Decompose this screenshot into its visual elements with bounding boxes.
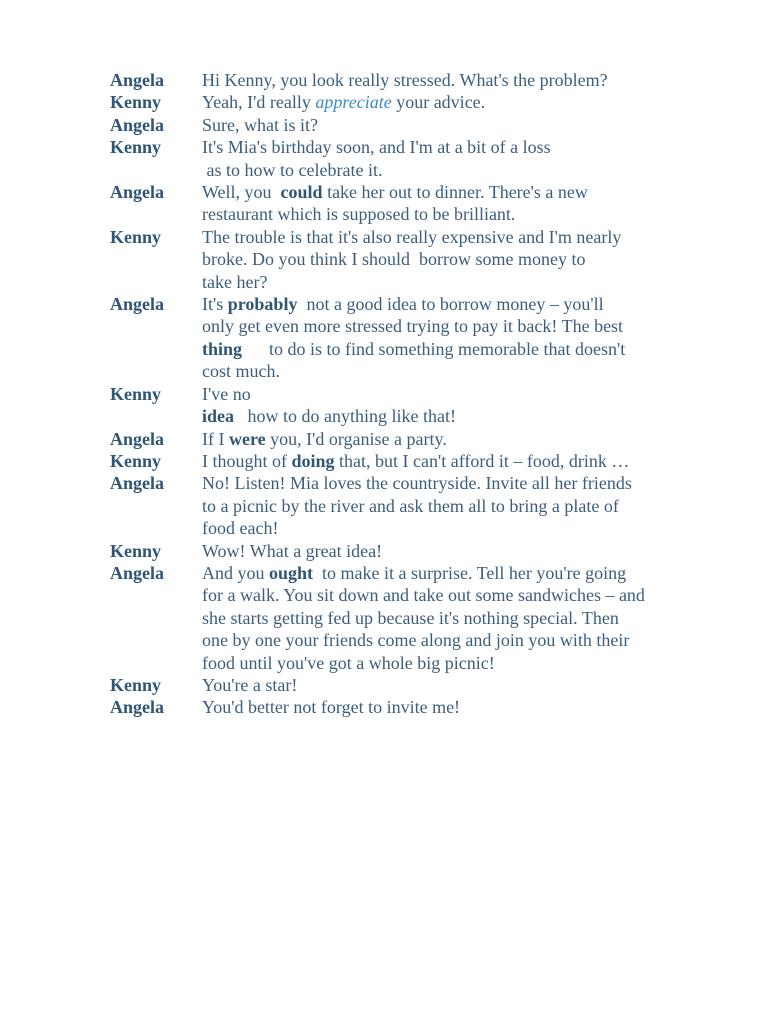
utterance-line [202, 584, 730, 606]
utterance-line [202, 315, 730, 337]
emphasized-word: idea [202, 406, 235, 427]
utterance [202, 69, 730, 91]
highlighted-word: appreciate [315, 92, 392, 113]
utterance-line [202, 405, 730, 427]
text-segment: restaurant which is supposed to be brilliant. [202, 204, 516, 225]
text-segment: Hi Kenny, you look really stressed. What's the problem? [202, 70, 608, 90]
emphasized-word: thing [202, 338, 243, 359]
text-segment: Sure, what is it? [202, 114, 318, 135]
text-segment: take her? [202, 271, 268, 292]
utterance-line [202, 271, 730, 293]
utterance-line [202, 293, 730, 315]
utterance-line [202, 338, 730, 360]
dialogue-turn [110, 428, 730, 450]
text-segment: I've no [202, 383, 251, 404]
text-segment: your advice. [391, 92, 486, 113]
dialogue-turn [110, 562, 730, 674]
utterance-line [202, 495, 730, 517]
text-segment: one by one your friends come along and join you with their [202, 630, 630, 651]
utterance-line [202, 540, 730, 562]
utterance [202, 293, 730, 383]
speaker-name: Angela [110, 294, 164, 315]
utterance [202, 383, 730, 428]
speaker-name: Kenny [110, 226, 162, 247]
emphasized-word: probably [227, 294, 298, 315]
utterance-line [202, 159, 730, 181]
text-segment: to make it a surprise. Tell her you're going [313, 562, 627, 583]
emphasized-word: were [228, 428, 266, 449]
speaker-name: Kenny [110, 137, 162, 158]
utterance-line [202, 226, 730, 248]
text-segment: she starts getting fed up because it's nothing special. Then [202, 607, 619, 628]
utterance [202, 696, 730, 718]
text-segment: If I [202, 428, 229, 449]
dialogue-turn [110, 674, 730, 696]
utterance-line [202, 248, 730, 270]
text-segment: No! Listen! Mia loves the countryside. Invite all her friends [202, 473, 632, 494]
dialogue-turn [110, 293, 730, 383]
dialogue-turn [110, 226, 730, 293]
dialogue-turn [110, 114, 730, 136]
utterance-line [202, 360, 730, 382]
text-segment: cost much. [202, 361, 280, 382]
speaker-name: Kenny [110, 383, 162, 404]
utterance [202, 91, 730, 113]
utterance-line [202, 428, 730, 450]
utterance-line [202, 629, 730, 651]
text-segment: I thought of [202, 450, 292, 471]
emphasized-word: could [280, 182, 323, 203]
utterance [202, 562, 730, 674]
text-segment: as to how to celebrate it. [202, 159, 383, 180]
text-segment: take her out to dinner. There's a new [322, 182, 588, 203]
utterance-line [202, 517, 730, 539]
utterance-line [202, 203, 730, 225]
text-segment: Well, you [202, 182, 281, 203]
text-segment: for a walk. You sit down and take out some sandwiches – and [202, 585, 645, 606]
utterance [202, 114, 730, 136]
utterance-line [202, 450, 730, 472]
emphasized-word: ought [269, 562, 314, 583]
dialogue-turn [110, 450, 730, 472]
utterance [202, 674, 730, 696]
text-segment: You'd better not forget to invite me! [202, 697, 461, 718]
text-segment: how to do anything like that! [234, 406, 456, 427]
text-segment: You're a star! [202, 674, 298, 695]
text-segment: Yeah, I'd really [202, 92, 316, 113]
emphasized-word: doing [291, 450, 335, 471]
utterance-line [202, 114, 730, 136]
text-segment: that, but I can't afford it – food, drink … [334, 450, 630, 471]
utterance-line [202, 562, 730, 584]
utterance-line [202, 472, 730, 494]
speaker-name: Kenny [110, 92, 162, 113]
speaker-name: Angela [110, 562, 164, 583]
dialogue-turn [110, 136, 730, 181]
utterance [202, 450, 730, 472]
speaker-name: Angela [110, 114, 164, 135]
dialogue-turn [110, 181, 730, 226]
utterance [202, 540, 730, 562]
text-segment: food until you've got a whole big picnic! [202, 652, 495, 673]
text-segment: It's Mia's birthday soon, and I'm at a bit of a loss [202, 137, 551, 158]
text-segment: you, I'd organise a party. [265, 428, 447, 449]
dialogue [110, 69, 730, 719]
text-segment: It's [202, 294, 228, 315]
dialogue-turn [110, 91, 730, 113]
dialogue-turn [110, 383, 730, 428]
dialogue-turn [110, 472, 730, 539]
text-segment: Wow! What a great idea! [202, 540, 383, 561]
utterance [202, 472, 730, 539]
utterance-line [202, 91, 730, 113]
dialogue-turn [110, 696, 730, 718]
utterance [202, 136, 730, 181]
speaker-name: Angela [110, 428, 164, 449]
utterance-line [202, 383, 730, 405]
text-segment: And you [202, 562, 269, 583]
speaker-name: Angela [110, 182, 164, 203]
utterance-line [202, 696, 730, 718]
speaker-name: Kenny [110, 540, 162, 561]
utterance-line [202, 136, 730, 158]
speaker-name: Angela [110, 697, 164, 718]
speaker-name: Angela [110, 473, 164, 494]
utterance [202, 226, 730, 293]
utterance [202, 428, 730, 450]
dialogue-turn [110, 540, 730, 562]
utterance [202, 181, 730, 226]
text-segment: food each! [202, 518, 279, 539]
speaker-name: Kenny [110, 674, 162, 695]
text-segment: to do is to find something memorable that doesn't [242, 338, 626, 359]
utterance-line [202, 652, 730, 674]
dialogue-turn [110, 69, 730, 91]
text-segment: broke. Do you think I should borrow some money to [202, 249, 586, 270]
utterance-line [202, 607, 730, 629]
utterance-line [202, 69, 730, 91]
speaker-name: Kenny [110, 450, 162, 471]
utterance-line [202, 674, 730, 696]
text-segment: to a picnic by the river and ask them all to bring a plate of [202, 495, 619, 516]
text-segment: only get even more stressed trying to pay it back! The best [202, 316, 624, 337]
utterance-line [202, 181, 730, 203]
text-segment: not a good idea to borrow money – you'll [297, 294, 604, 315]
text-segment: The trouble is that it's also really expensive and I'm nearly [202, 226, 622, 247]
speaker-name: Angela [110, 70, 164, 90]
